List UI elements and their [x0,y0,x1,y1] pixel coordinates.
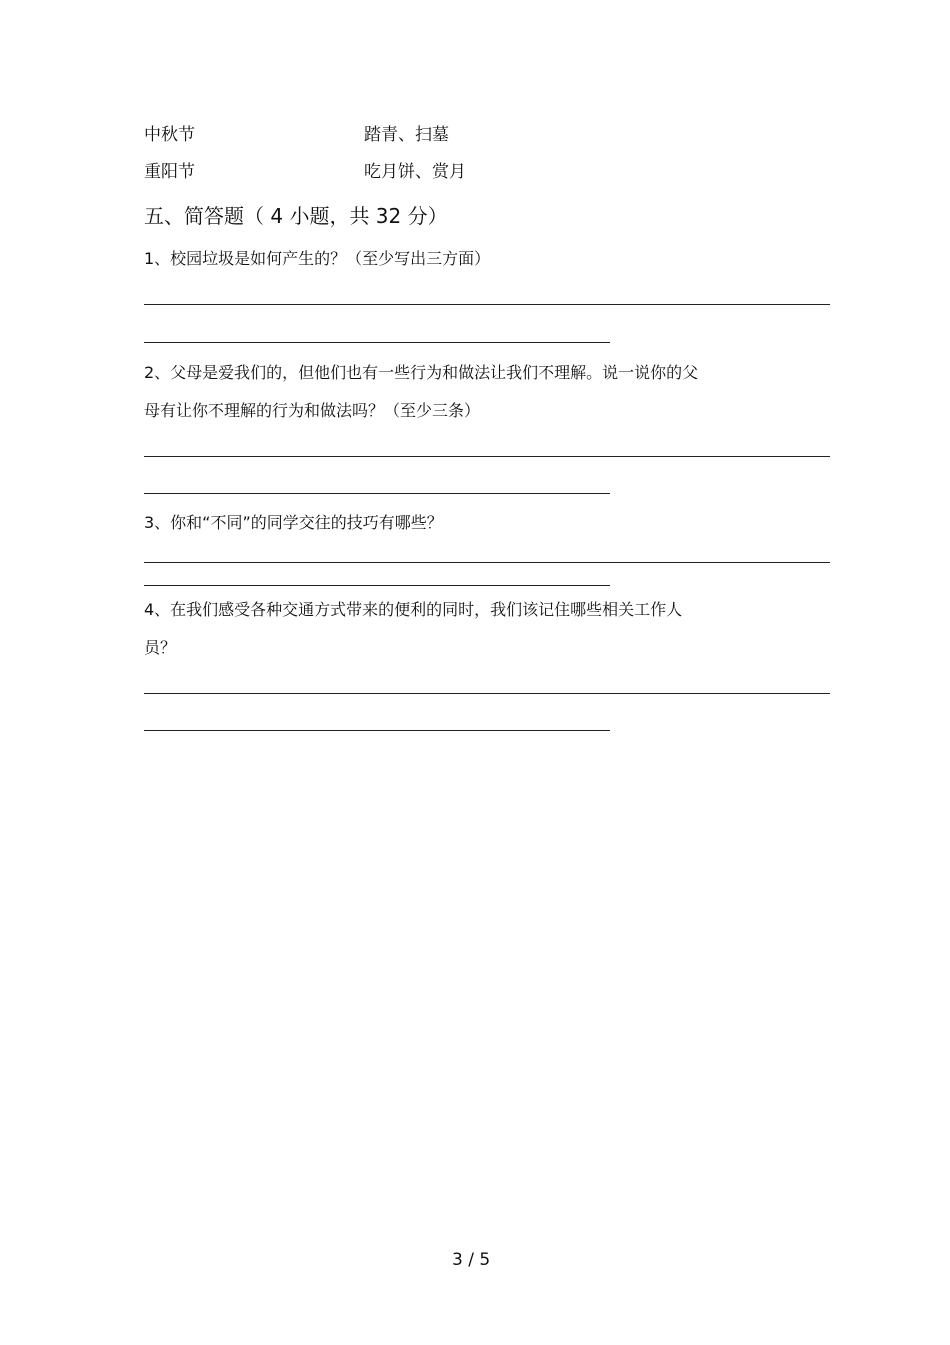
question-2-text-cont: 母有让你不理解的行为和做法吗？（至少三条） [144,401,481,420]
section-title: 五、简答题（ 4 小题，共 32 分） [144,204,448,228]
question-3-text: 3、你和“不同”的同学交往的技巧有哪些？ [144,513,443,532]
festival-custom: 吃月饼、赏月 [364,162,466,182]
question-4-text-cont: 员？ [144,638,177,657]
question-2-text: 2、父母是爱我们的，但他们也有一些行为和做法让我们不理解。说一说你的父 [144,363,699,382]
festival-name: 重阳节 [144,162,195,182]
answer-line[interactable] [144,693,830,694]
answer-line[interactable] [144,730,610,731]
answer-line[interactable] [144,456,830,457]
answer-line[interactable] [144,304,830,305]
question-4-text: 4、在我们感受各种交通方式带来的便利的同时，我们该记住哪些相关工作人 [144,600,683,619]
answer-line[interactable] [144,562,830,563]
page-number: 3 / 5 [452,1250,491,1270]
festival-custom: 踏青、扫墓 [364,125,449,145]
festival-name: 中秋节 [144,125,195,145]
answer-line[interactable] [144,585,610,586]
question-1-text: 1、校园垃圾是如何产生的？（至少写出三方面） [144,249,491,268]
answer-line[interactable] [144,493,610,494]
answer-line[interactable] [144,342,610,343]
